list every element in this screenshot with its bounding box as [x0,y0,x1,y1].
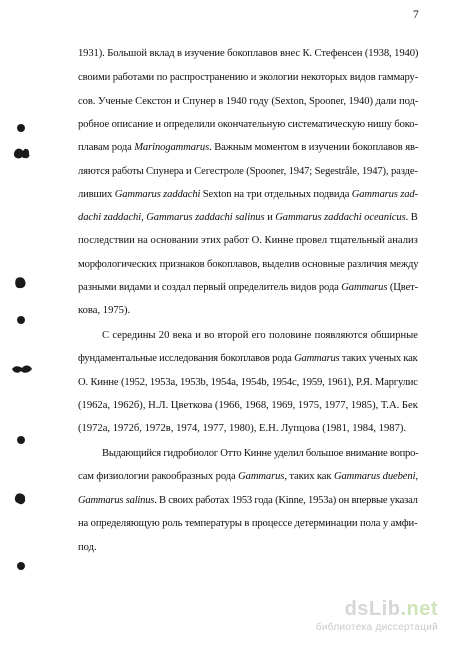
text-run: морфологических признаков бокоплавов, выделив основные различия между [78,259,419,270]
text-run: сам физиологии ракообразных рода [78,471,239,482]
text-run: таких ученых как [339,353,418,364]
text-line [78,281,418,295]
text-line [78,165,418,179]
text-line [78,422,406,436]
margin-dot [17,316,25,324]
text-run: 1931). Большой вклад в изучение бокоплавов внес К. Стефенсен (1938, 1940) [78,48,419,59]
text-line [78,470,418,484]
text-run: (Цвет- [387,282,419,293]
text-run: ливших [78,189,115,200]
margin-dot [17,436,25,444]
italic-term: Gammarus [238,471,285,482]
italic-term: Gammarus [341,282,388,293]
text-line [102,329,418,343]
text-run: Sexton на три отдельных подвида [200,189,352,200]
text-run: . Важным моментом в изучении бокоплавов яв- [209,142,419,153]
margin-blot-icon [11,362,33,376]
watermark-logo: dsLib.net [344,598,438,620]
margin-dot [17,124,25,132]
italic-term: Gammarus [294,353,340,364]
page-number: 7 [413,9,419,21]
italic-term: Marinogammarus [134,142,210,153]
text-run: под. [78,542,97,553]
text-line [78,188,418,202]
italic-term: Gammarus duebeni [333,471,416,482]
text-run: О. Кинне (1952, 1953a, 1953b, 1954a, 1954b, 1954c, 1959, 1961), Р.Я. Маргулис [78,377,418,388]
text-line [78,141,418,155]
italic-term: Gammarus salinus [78,495,155,506]
text-line [78,399,418,413]
text-line [78,211,418,225]
text-run: (1962a, 1962б), Н.Л. Цветкова (1966, 1968, 1969, 1975, 1977, 1985), Т.А. Бек [78,400,418,411]
text-run: и [264,212,276,223]
text-line [78,234,418,248]
text-line [78,517,418,531]
margin-dot [17,562,25,570]
text-run: разными видами и создал первый определитель видов рода [78,282,342,293]
watermark-subtitle: библиотека диссертаций [315,622,438,633]
text-run: Выдающийся гидробиолог Отто Кинне уделил большое внимание вопро- [102,448,419,459]
text-line [102,447,418,461]
text-line [78,541,97,555]
text-run: на определяющую роль температуры в процессе детерминации пола у амфи- [78,518,418,529]
italic-term: Gammarus zad- [351,189,418,200]
text-run: сов. Ученые Секстон и Спунер в 1940 году (Sexton, Spooner, 1940) дали под- [78,96,419,107]
text-run: , таких как [284,471,334,482]
italic-term: Gammarus zaddachi [114,189,201,200]
text-run: фундаментальные исследования бокоплавов рода [78,353,295,364]
text-run: ляются работы Спунера и Сегестроле (Spooner, 1947; Segestråle, 1947), разде- [78,166,418,177]
text-run: . В [405,212,418,223]
margin-blot-icon [12,145,32,161]
margin-blot-icon [13,491,29,507]
watermark [288,598,438,638]
text-line [78,304,130,318]
text-run: (1972a, 1972б, 1972в, 1974, 1977, 1980), Е.Н. Лупцова (1981, 1984, 1987). [78,423,407,434]
text-run: последствии на основании этих работ О. Кинне провел тщательный анализ [78,235,418,246]
text-run: . В своих работах 1953 года (Kinne, 1953a) он впервые указал [154,495,418,506]
text-line [78,118,418,132]
italic-term: Gammarus zaddachi oceanicus [275,212,406,223]
text-line [78,376,418,390]
text-run: кова, 1975). [78,305,131,316]
text-run: робное описание и определили окончательную систематическую нишу боко- [78,119,418,130]
text-run: , [415,471,418,482]
text-line [78,352,418,366]
text-line [78,494,418,508]
text-line [78,71,418,85]
text-line [78,95,418,109]
text-run: своими работами по распространению и экологии некоторых видов гаммару- [78,72,419,83]
italic-term: dachi zaddachi, Gammarus zaddachi salinus [78,212,265,223]
text-run: плавам рода [78,142,135,153]
text-line [78,258,418,272]
margin-blot-icon [13,275,29,291]
text-run: С середины 20 века и во второй его половине появляются обширные [102,330,418,341]
text-line [78,47,418,61]
